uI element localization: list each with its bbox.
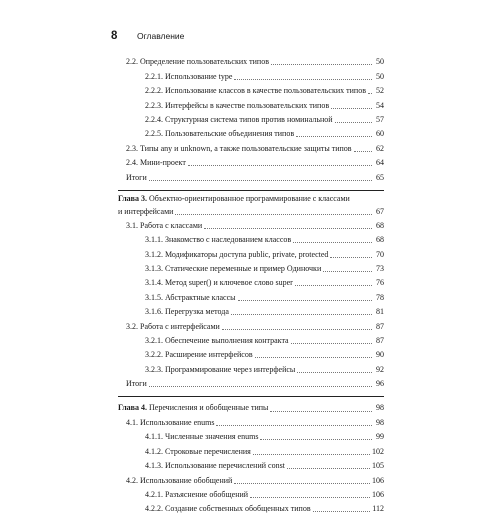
toc-entry-title: 3.1.1. Знакомство с наследованием классов [145,235,292,245]
toc-entry-title: 3.2. Работа с интерфейсами [126,321,220,331]
leader-dots [234,79,372,80]
toc-chapter-3[interactable] [118,193,384,217]
toc-entry-page: 60 [376,129,384,139]
toc-entry-page: 50 [376,71,384,81]
toc-entry[interactable] [118,442,384,456]
leader-dots [188,165,372,166]
leader-dots [330,257,372,258]
toc-entry-title: Итоги [126,379,147,389]
leader-dots [313,511,371,512]
chapter-divider [118,190,384,191]
toc-entry-page: 106 [372,475,384,485]
toc-entry[interactable] [118,260,384,274]
toc-section-2 [118,53,384,183]
chapter-label: Глава 4. [118,402,147,412]
toc-entry[interactable] [118,53,384,67]
leader-dots [287,468,370,469]
leader-dots [293,242,372,243]
table-of-contents [118,53,384,514]
toc-entry-title: 4.1. Использование enums [126,417,215,427]
toc-entry[interactable] [118,414,384,428]
leader-dots [335,122,372,123]
leader-dots [260,439,372,440]
page-number: 8 [111,30,118,42]
toc-entry-page: 90 [376,350,384,360]
toc-entry-title: 2.2.3. Интерфейсы в качестве пользовательских типов [145,100,330,110]
leader-dots [323,271,372,272]
toc-entry-title: 4.1.1. Численные значения enums [145,432,259,442]
toc-entry-page: 68 [376,220,384,230]
toc-entry[interactable] [118,332,384,346]
toc-entry-title: 2.2.5. Пользовательские объединения типов [145,129,295,139]
chapter-title-continued: и интерфейсами [118,206,174,216]
toc-section-3 [118,217,384,390]
toc-entry-page: 87 [376,336,384,346]
toc-section-4 [118,414,384,514]
toc-entry-page: 78 [376,292,384,302]
toc-entry-page: 52 [376,86,384,96]
toc-entry[interactable] [118,82,384,96]
toc-entry-title: 3.1.2. Модификаторы доступа public, private, protected [145,249,329,259]
leader-dots [296,136,372,137]
leader-dots [271,64,372,65]
chapter-title: Объектно-ориентированное программирование с классами [147,193,350,203]
toc-entry-title: 3.1.6. Перегрузка метода [145,307,229,317]
leader-dots [149,180,372,181]
leader-dots [250,497,370,498]
chapter-label: Глава 3. [118,193,147,203]
toc-entry-title: 4.2. Использование обобщений [126,475,233,485]
toc-entry[interactable] [118,428,384,442]
toc-entry-page: 102 [372,446,384,456]
toc-entry-title: 4.1.3. Использование перечислений const [145,461,285,471]
toc-entry[interactable] [118,217,384,231]
toc-entry[interactable] [118,154,384,168]
leader-dots [204,228,372,229]
toc-entry-page: 57 [376,114,384,124]
toc-entry[interactable] [118,168,384,182]
leader-dots [231,314,372,315]
toc-entry[interactable] [118,346,384,360]
toc-entry[interactable] [118,245,384,259]
toc-entry-title: 3.1.4. Метод super() и ключевое слово super [145,278,293,288]
toc-entry[interactable] [118,317,384,331]
leader-dots [216,425,372,426]
toc-entry-page: 62 [376,143,384,153]
leader-dots [238,300,372,301]
leader-dots [222,329,372,330]
toc-entry-page: 70 [376,249,384,259]
toc-entry-title: Итоги [126,172,147,182]
toc-entry-title: 4.2.2. Создание собственных обобщенных типов [145,504,311,514]
leader-dots [149,386,372,387]
toc-entry-page: 73 [376,264,384,274]
toc-entry-title: 2.2. Определение пользовательских типов [126,57,269,67]
running-head: Оглавление [137,31,185,41]
toc-entry-page: 99 [376,432,384,442]
leader-dots [234,483,370,484]
leader-dots [291,343,372,344]
toc-entry-page: 87 [376,321,384,331]
toc-entry[interactable] [118,274,384,288]
toc-entry[interactable] [118,486,384,500]
toc-entry-page: 105 [372,461,384,471]
chapter-divider [118,396,384,397]
leader-dots [253,454,370,455]
toc-entry[interactable] [118,231,384,245]
toc-entry-page: 98 [376,417,384,427]
leader-dots [331,108,372,109]
leader-dots [368,93,372,94]
leader-dots [295,285,372,286]
toc-entry-title: 2.3. Типы any и unknown, а также пользовательские защиты типов [126,143,352,153]
toc-entry[interactable] [118,96,384,110]
toc-entry[interactable] [118,111,384,125]
toc-entry-page: 92 [376,364,384,374]
toc-entry-page: 81 [376,307,384,317]
toc-entry-title: 3.2.2. Расширение интерфейсов [145,350,253,360]
leader-dots [175,214,372,215]
toc-entry[interactable] [118,125,384,139]
toc-entry-page: 65 [376,172,384,182]
toc-entry[interactable] [118,375,384,389]
chapter-title: Перечисления и обобщенные типы [147,402,269,412]
leader-dots [255,357,372,358]
toc-entry[interactable] [118,500,384,514]
toc-entry[interactable] [118,288,384,302]
chapter-page: 98 [376,402,384,412]
toc-entry[interactable] [118,139,384,153]
toc-chapter-4[interactable] [118,399,384,413]
leader-dots [297,372,372,373]
toc-entry-page: 96 [376,379,384,389]
page-header [111,30,184,42]
chapter-page: 67 [376,206,384,216]
toc-entry[interactable] [118,67,384,81]
toc-entry-title: 2.2.2. Использование классов в качестве пользовательских типов [145,86,366,96]
toc-entry-page: 64 [376,158,384,168]
toc-entry-page: 54 [376,100,384,110]
toc-entry-page: 112 [372,504,384,514]
toc-entry[interactable] [118,360,384,374]
toc-entry-title: 2.4. Мини-проект [126,158,186,168]
toc-entry-title: 3.1.5. Абстрактные классы [145,292,236,302]
toc-entry-title: 2.2.4. Структурная система типов против номинальной [145,114,333,124]
toc-entry-page: 68 [376,235,384,245]
toc-entry-title: 4.2.1. Разъяснение обобщений [145,489,249,499]
toc-entry-title: 2.2.1. Использование type [145,71,233,81]
toc-entry[interactable] [118,457,384,471]
toc-entry-title: 3.2.1. Обеспечение выполнения контракта [145,336,289,346]
toc-entry-title: 3.1. Работа с классами [126,220,203,230]
toc-entry-page: 106 [372,489,384,499]
toc-entry-title: 4.1.2. Строковые перечисления [145,446,251,456]
toc-entry-title: 3.1.3. Статические переменные и пример Одиночки [145,264,322,274]
toc-entry-page: 50 [376,57,384,67]
leader-dots [270,411,372,412]
toc-entry-title: 3.2.3. Программирование через интерфейсы [145,364,296,374]
leader-dots [354,151,372,152]
toc-entry[interactable] [118,471,384,485]
toc-entry[interactable] [118,303,384,317]
toc-entry-page: 76 [376,278,384,288]
